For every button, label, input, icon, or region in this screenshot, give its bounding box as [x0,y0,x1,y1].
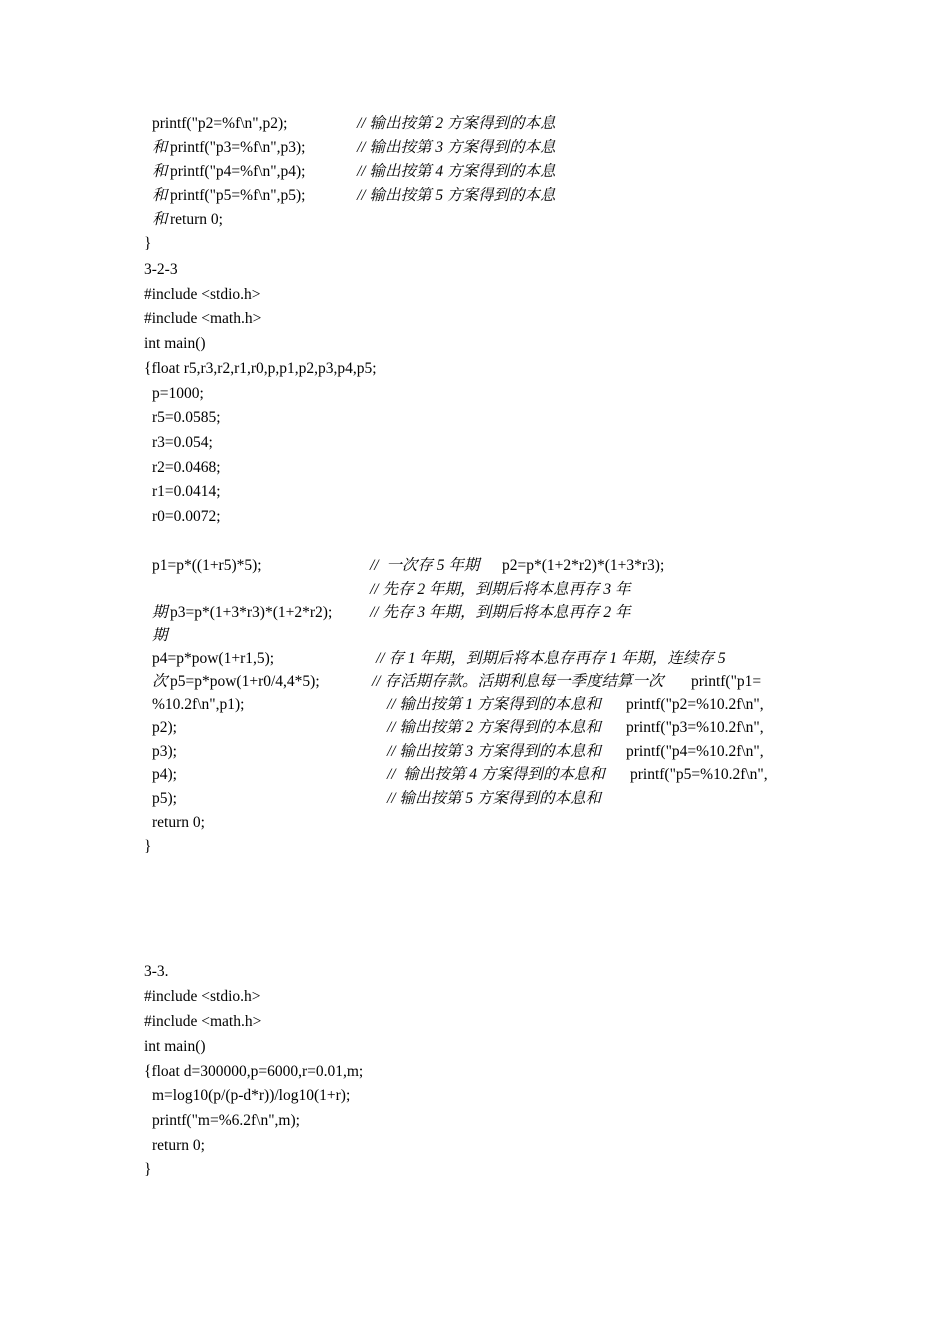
code-line: p3=p*(1+3*r3)*(1+2*r2); [170,604,333,621]
code-line: p5); [152,790,177,807]
code-comment: // 输出按第 3 方案得到的本息 [357,139,556,156]
code-line: r5=0.0585; [152,409,221,426]
code-line: printf("p3=%f\n",p3); [170,139,306,156]
code-line: p4=p*pow(1+r1,5); [152,650,275,667]
code-line: {float d=300000,p=6000,r=0.01,m; [144,1063,364,1080]
code-line: return 0; [152,1137,205,1154]
code-line: printf("p1= [691,673,762,690]
code-comment: // 先存 3 年期，到期后将本息再存 2 年 [370,604,631,621]
code-line: int main() [144,1038,206,1055]
code-line: r0=0.0072; [152,508,221,525]
closing-brace: } [144,838,152,855]
code-line: m=log10(p/(p-d*r))/log10(1+r); [152,1087,351,1104]
comment-continuation: 和 [152,139,168,156]
code-comment: // 输出按第 5 方案得到的本息和 [387,790,601,807]
code-comment: // 输出按第 5 方案得到的本息 [357,187,556,204]
comment-continuation: 次 [152,673,168,690]
code-line: #include <math.h> [144,310,262,327]
code-line: r2=0.0468; [152,459,221,476]
code-line: p4); [152,766,177,783]
code-line: printf("p5=%10.2f\n", [630,766,768,783]
code-line: printf("p5=%f\n",p5); [170,187,306,204]
comment-continuation: 期 [152,604,168,621]
closing-brace: } [144,1161,152,1178]
code-comment: // 一次存 5 年期 [370,557,480,574]
section-heading: 3-2-3 [144,261,178,278]
code-line: p2); [152,719,177,736]
code-comment: // 输出按第 2 方案得到的本息 [357,115,556,132]
code-line: return 0; [152,814,205,831]
code-comment: // 输出按第 3 方案得到的本息和 [387,743,601,760]
code-comment: // 输出按第 2 方案得到的本息和 [387,719,601,736]
code-line: p5=p*pow(1+r0/4,4*5); [170,673,320,690]
code-line: #include <math.h> [144,1013,262,1030]
code-line: p1=p*((1+r5)*5); [152,557,262,574]
comment-continuation: 和 [152,163,168,180]
code-comment: // 存 1 年期，到期后将本息存再存 1 年期，连续存 5 [376,650,726,667]
code-line: printf("p3=%10.2f\n", [626,719,764,736]
comment-continuation: 期 [152,627,168,644]
code-line: r3=0.054; [152,434,213,451]
comment-continuation: 和 [152,211,168,228]
code-line: printf("p4=%10.2f\n", [626,743,764,760]
code-comment: // 存活期存款。活期利息每一季度结算一次 [372,673,664,690]
code-line: {float r5,r3,r2,r1,r0,p,p1,p2,p3,p4,p5; [144,360,377,377]
code-comment: // 输出按第 1 方案得到的本息和 [387,696,601,713]
section-heading: 3-3. [144,963,169,980]
code-line: int main() [144,335,206,352]
code-comment: // 输出按第 4 方案得到的本息和 [387,766,605,783]
code-line: r1=0.0414; [152,483,221,500]
code-line: #include <stdio.h> [144,988,261,1005]
code-line: p3); [152,743,177,760]
code-line: printf("p2=%10.2f\n", [626,696,764,713]
code-line: printf("p2=%f\n",p2); [152,115,288,132]
code-line: p=1000; [152,385,204,402]
closing-brace: } [144,235,152,252]
code-line: p2=p*(1+2*r2)*(1+3*r3); [502,557,665,574]
code-line: #include <stdio.h> [144,286,261,303]
code-line: printf("m=%6.2f\n",m); [152,1112,300,1129]
code-comment: // 先存 2 年期，到期后将本息再存 3 年 [370,581,631,598]
code-line: return 0; [170,211,223,228]
code-comment: // 输出按第 4 方案得到的本息 [357,163,556,180]
comment-continuation: 和 [152,187,168,204]
code-line: printf("p4=%f\n",p4); [170,163,306,180]
code-line: %10.2f\n",p1); [152,696,245,713]
